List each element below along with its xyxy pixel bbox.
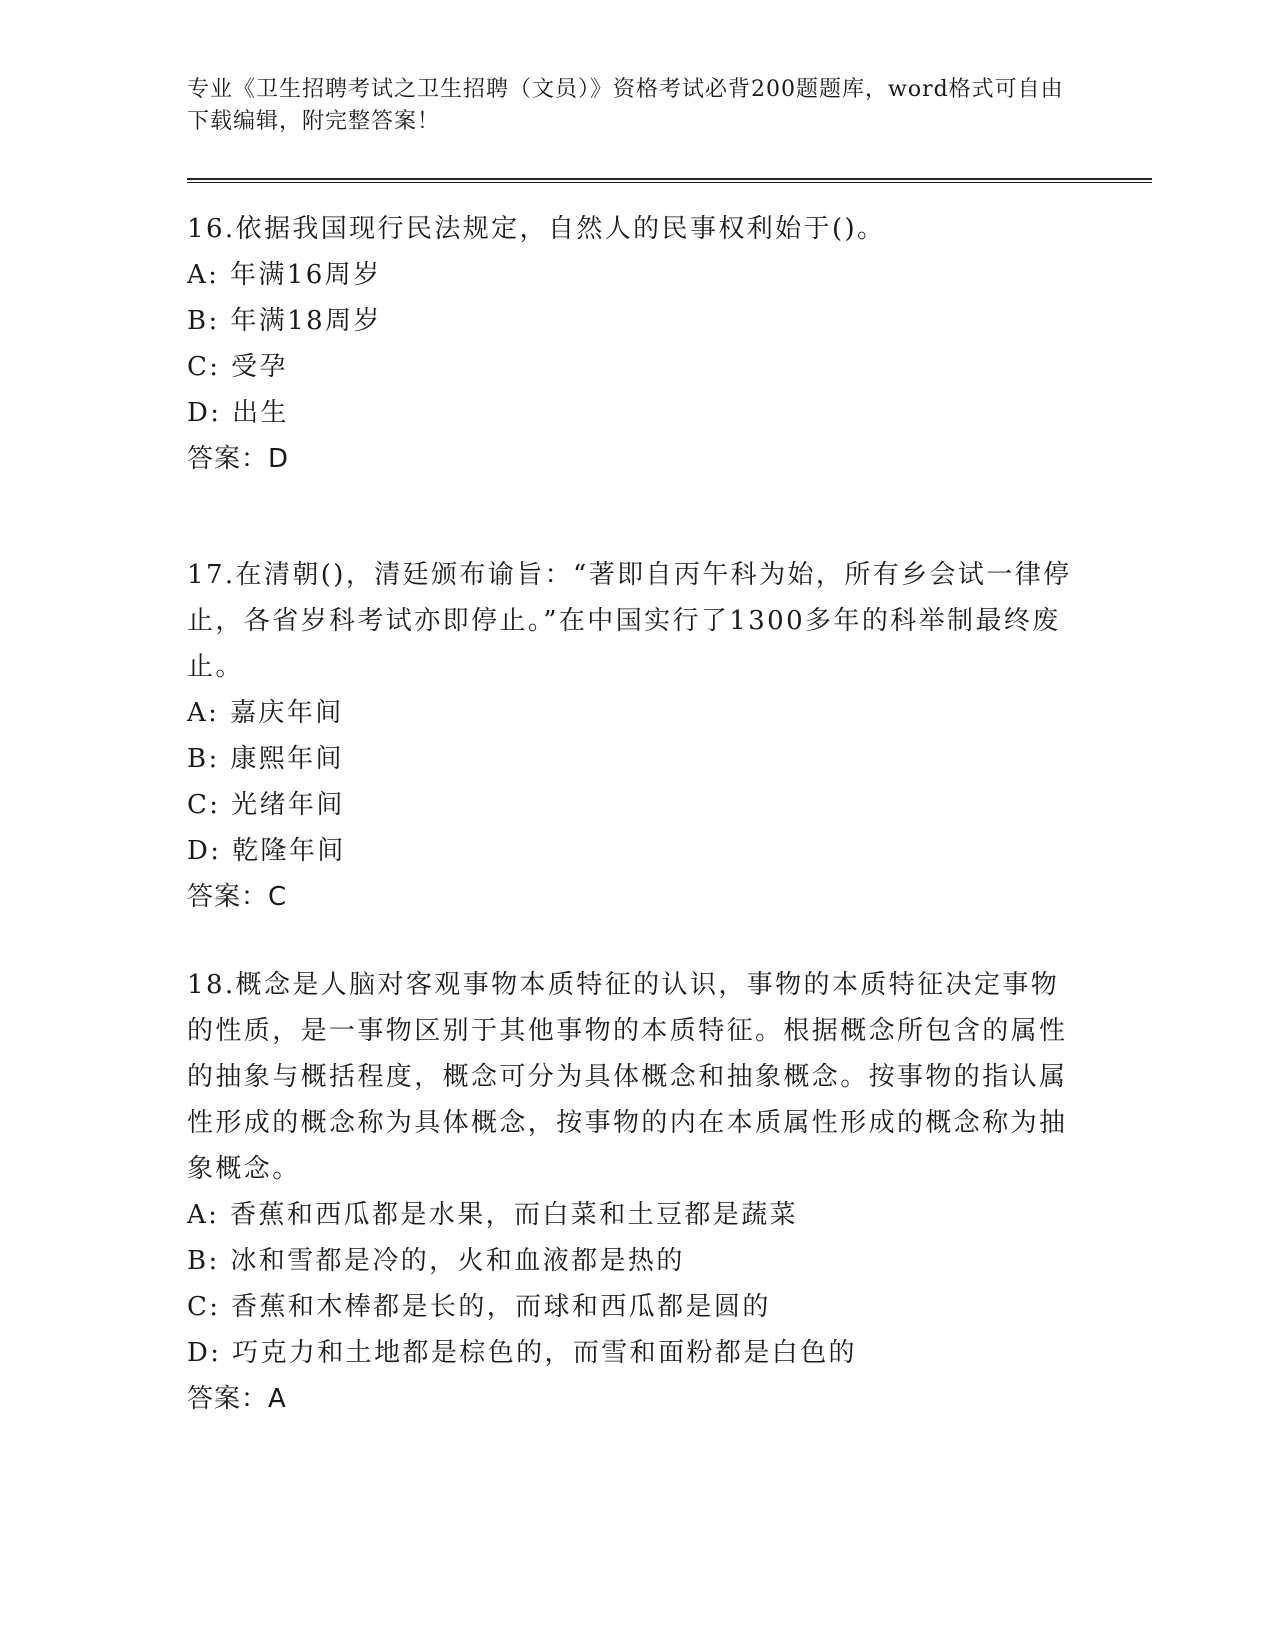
question-stem: 16.依据我国现行民法规定，自然人的民事权利始于()。 [187,214,886,244]
question-block [187,206,1087,482]
question-stem: 17.在清朝()，清廷颁布谕旨：“著即自丙午科为始，所有乡会试一律停止，各省岁科考试亦即停止。”在中国实行了1300多年的科举制最终废止。 [187,560,1072,682]
option-d: D: 乾隆年间 [187,836,346,866]
option-d: D: 巧克力和土地都是棕色的，而雪和面粉都是白色的 [187,1338,857,1368]
option-a: A: 嘉庆年间 [187,698,344,728]
option-c: C: 香蕉和木棒都是长的，而球和西瓜都是圆的 [187,1292,771,1322]
option-c: C: 受孕 [187,352,288,382]
question-stem: 18.概念是人脑对客观事物本质特征的认识，事物的本质特征决定事物的性质，是一事物区别于其他事物的本质特征。根据概念所包含的属性的抽象与概括程度，概念可分为具体概念和抽象概念。按事物的指认属性形成的概念称为具体概念，按事物的内在本质属性形成的概念称为抽象概念。 [187,970,1068,1184]
option-b: B: 冰和雪都是冷的，火和血液都是热的 [187,1246,685,1276]
answer-line: 答案：D [187,444,290,474]
option-a: A: 年满16周岁 [187,260,382,290]
question-block [187,962,1087,1422]
option-a: A: 香蕉和西瓜都是水果，而白菜和土豆都是蔬菜 [187,1200,799,1230]
option-c: C: 光绪年间 [187,790,345,820]
answer-line: 答案：A [187,1384,287,1414]
answer-line: 答案：C [187,882,288,912]
document-header: 专业《卫生招聘考试之卫生招聘（文员）》资格考试必背200题题库，word格式可自由下载编辑，附完整答案！ [187,77,1064,134]
option-b: B: 康熙年间 [187,744,344,774]
header-divider [187,178,1152,183]
option-d: D: 出生 [187,398,289,428]
question-block [187,552,1087,920]
option-b: B: 年满18周岁 [187,306,382,336]
